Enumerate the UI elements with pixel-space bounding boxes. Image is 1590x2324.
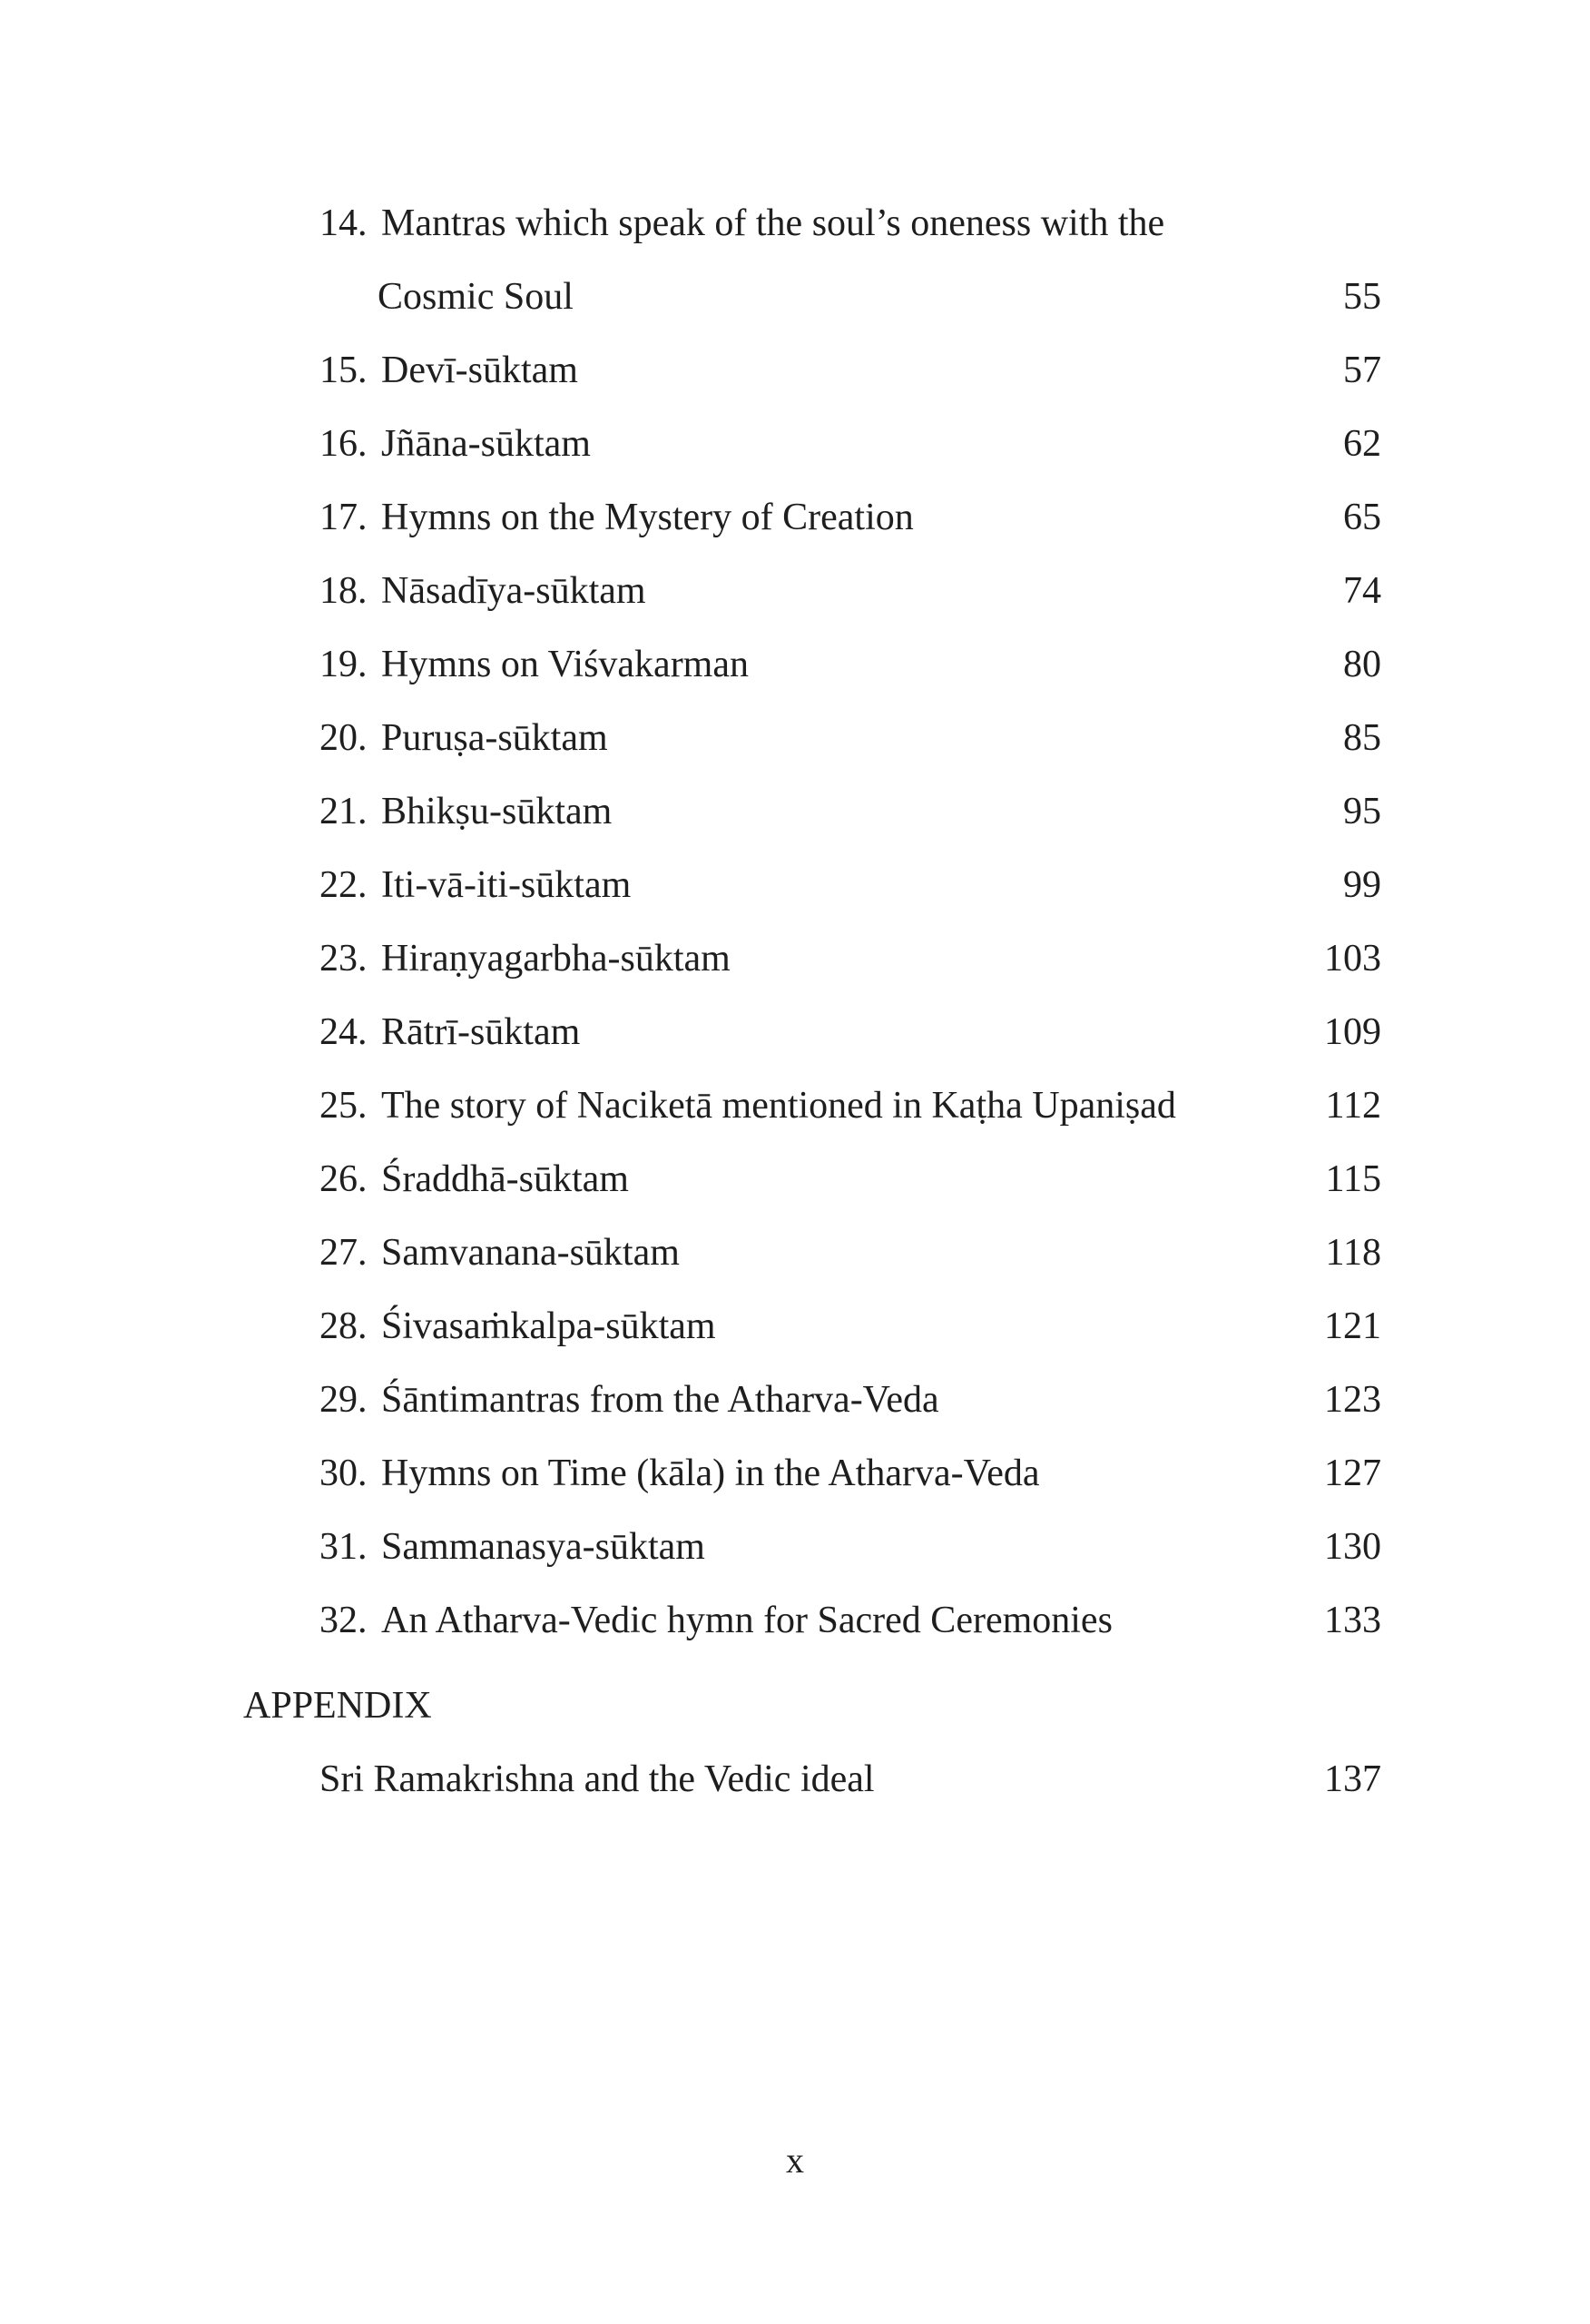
entry-number: 18. xyxy=(319,570,368,612)
toc-entry-31 xyxy=(0,1515,1590,1579)
entry-title: Devī-sūktam xyxy=(381,350,578,391)
toc-entry-15 xyxy=(0,339,1590,402)
entry-title: Nāsadīya-sūktam xyxy=(381,570,646,612)
entry-title: Śāntimantras from the Atharva-Veda xyxy=(381,1379,939,1421)
entry-page: 103 xyxy=(1324,938,1381,980)
entry-title: Cosmic Soul xyxy=(378,276,574,318)
entry-page: 130 xyxy=(1324,1526,1381,1568)
toc-entry-19 xyxy=(0,633,1590,696)
toc-entry-25 xyxy=(0,1074,1590,1137)
entry-title: Śraddhā-sūktam xyxy=(381,1158,629,1200)
entry-title: Sri Ramakrishna and the Vedic ideal xyxy=(319,1758,875,1800)
toc-entry-28 xyxy=(0,1295,1590,1358)
entry-title: Mantras which speak of the soul’s oneness with the xyxy=(381,202,1165,244)
entry-number: 19. xyxy=(319,644,368,685)
entry-number: 15. xyxy=(319,350,368,391)
entry-number: 26. xyxy=(319,1158,368,1200)
entry-title: Hymns on Time (kāla) in the Atharva-Veda xyxy=(381,1452,1040,1494)
entry-number: 30. xyxy=(319,1452,368,1494)
entry-number: 20. xyxy=(319,717,368,759)
entry-number: 29. xyxy=(319,1379,368,1421)
entry-page: 137 xyxy=(1324,1758,1381,1800)
entry-page: 57 xyxy=(1343,350,1381,391)
entry-title: Hymns on Viśvakarman xyxy=(381,644,749,685)
entry-page: 80 xyxy=(1343,644,1381,685)
entry-number: 21. xyxy=(319,791,368,832)
toc-entry-appendix xyxy=(0,1748,1590,1811)
toc-entry-23 xyxy=(0,927,1590,990)
toc-entry-22 xyxy=(0,853,1590,917)
entry-number: 31. xyxy=(319,1526,368,1568)
entry-title: Bhikṣu-sūktam xyxy=(381,791,613,832)
entry-page: 112 xyxy=(1325,1085,1381,1127)
entry-number: 25. xyxy=(319,1085,368,1127)
entry-number: 24. xyxy=(319,1011,368,1053)
toc-entry-21 xyxy=(0,780,1590,843)
toc-entry-17 xyxy=(0,486,1590,549)
entry-page: 123 xyxy=(1324,1379,1381,1421)
entry-number: 22. xyxy=(319,864,368,906)
entry-title: Śivasaṁkalpa-sūktam xyxy=(381,1305,716,1347)
entry-title: Hymns on the Mystery of Creation xyxy=(381,497,914,538)
toc-entry-29 xyxy=(0,1368,1590,1432)
entry-page: 109 xyxy=(1324,1011,1381,1053)
entry-title: The story of Naciketā mentioned in Kaṭha Upaniṣad xyxy=(381,1085,1176,1127)
entry-title: Hiraṇyagarbha-sūktam xyxy=(381,938,731,980)
entry-page: 85 xyxy=(1343,717,1381,759)
entry-number: 17. xyxy=(319,497,368,538)
entry-number: 14. xyxy=(319,202,368,244)
toc-entry-18 xyxy=(0,559,1590,623)
entry-title: Samvanana-sūktam xyxy=(381,1232,680,1274)
entry-title: Jñāna-sūktam xyxy=(381,423,591,465)
toc-entry-24 xyxy=(0,1000,1590,1064)
entry-number: 28. xyxy=(319,1305,368,1347)
entry-page: 133 xyxy=(1324,1600,1381,1641)
entry-page: 127 xyxy=(1324,1452,1381,1494)
entry-page: 62 xyxy=(1343,423,1381,465)
entry-page: 121 xyxy=(1324,1305,1381,1347)
entry-number: 27. xyxy=(319,1232,368,1274)
toc-entry-14-continued xyxy=(0,265,1590,329)
toc-entry-30 xyxy=(0,1442,1590,1505)
entry-page: 115 xyxy=(1325,1158,1381,1200)
entry-title: Iti-vā-iti-sūktam xyxy=(381,864,632,906)
entry-number: 16. xyxy=(319,423,368,465)
toc-entry-26 xyxy=(0,1147,1590,1211)
entry-number: 32. xyxy=(319,1600,368,1641)
appendix-heading: APPENDIX xyxy=(243,1685,432,1727)
entry-page: 65 xyxy=(1343,497,1381,538)
entry-page: 95 xyxy=(1343,791,1381,832)
entry-page: 118 xyxy=(1325,1232,1381,1274)
page-number: x xyxy=(786,2140,804,2181)
entry-page: 99 xyxy=(1343,864,1381,906)
toc-entry-16 xyxy=(0,412,1590,476)
entry-number: 23. xyxy=(319,938,368,980)
entry-title: An Atharva-Vedic hymn for Sacred Ceremonies xyxy=(381,1600,1113,1641)
entry-page: 74 xyxy=(1343,570,1381,612)
entry-title: Puruṣa-sūktam xyxy=(381,717,608,759)
entry-page: 55 xyxy=(1343,276,1381,318)
toc-entry-20 xyxy=(0,706,1590,770)
toc-entry-27 xyxy=(0,1221,1590,1285)
entry-title: Rātrī-sūktam xyxy=(381,1011,581,1053)
toc-entry-14 xyxy=(0,192,1590,255)
toc-entry-32 xyxy=(0,1589,1590,1652)
entry-title: Sammanasya-sūktam xyxy=(381,1526,705,1568)
